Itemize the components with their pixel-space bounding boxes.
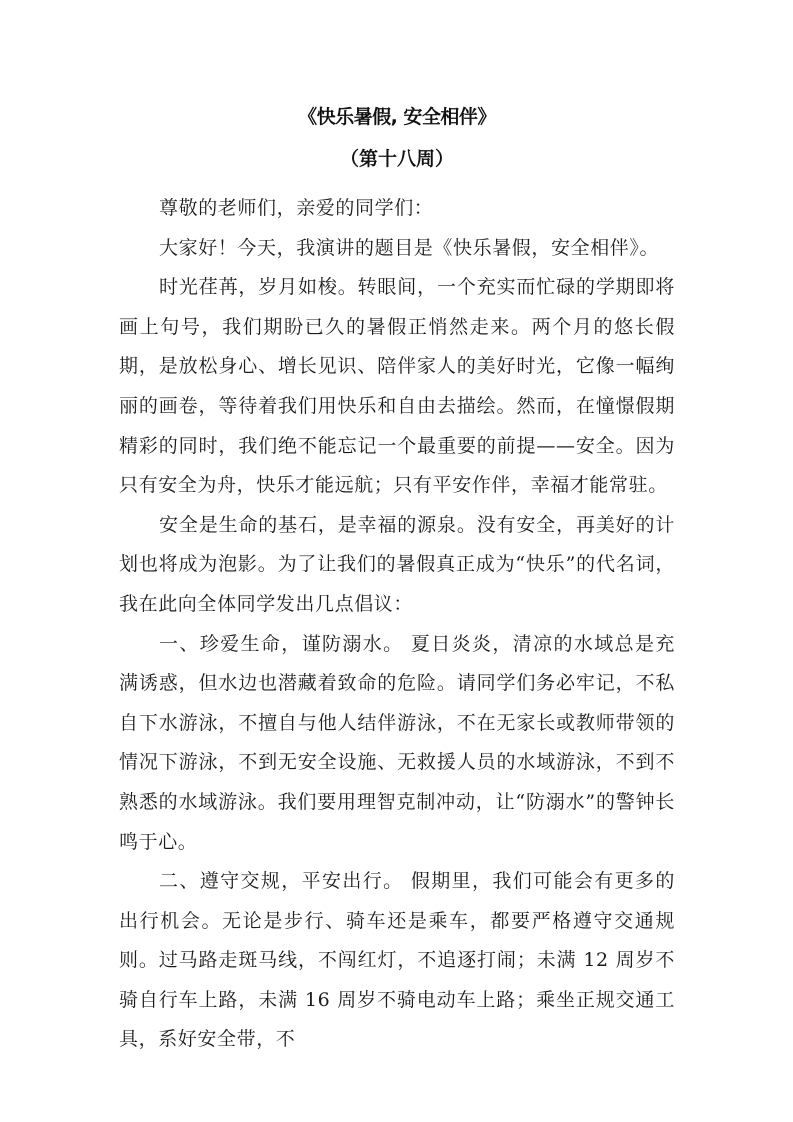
paragraph-drowning-prevention: 一、珍爱生命，谨防溺水。 夏日炎炎，清凉的水域总是充满诱惑，但水边也潜藏着致命的危险。请同学们务必牢记，不私自下水游泳，不擅自与他人结伴游泳，不在无家长或教师带领的情况下游泳，不到无安全设施、无救援人员的水域游泳，不到不熟悉的水域游泳。我们要用理智克制冲动，让“防溺水”的警钟长鸣于心。 (119, 632, 675, 853)
document-title: 《快乐暑假, 安全相伴》 (298, 106, 496, 128)
paragraph-safety-foundation: 安全是生命的基石，是幸福的源泉。没有安全，再美好的计划也将成为泡影。为了让我们的暑假真正成为“快乐”的代名词，我在此向全体同学发出几点倡议： (119, 513, 675, 615)
paragraph-intro: 大家好！今天，我演讲的题目是《快乐暑假，安全相伴》。 (159, 236, 660, 259)
document-subtitle: （第十八周） (339, 148, 454, 170)
document-body (119, 189, 675, 1060)
paragraph-greeting: 尊敬的老师们，亲爱的同学们： (159, 197, 434, 219)
paragraph-summer-approach: 时光荏苒，岁月如梭。转眼间，一个充实而忙碌的学期即将画上句号，我们期盼已久的暑假正悄然走来。两个月的悠长假期，是放松身心、增长见识、陪伴家人的美好时光，它像一幅绚丽的画卷，等待着我们用快乐和自由去描绘。然而，在憧憬假期精彩的同时，我们绝不能忘记一个最重要的前提——安全。因为只有安全为舟，快乐才能远航；只有平安作伴，幸福才能常驻。 (119, 276, 675, 497)
paragraph-traffic-safety: 二、遵守交规，平安出行。 假期里，我们可能会有更多的出行机会。无论是步行、骑车还是乘车，都要严格遵守交通规则。过马路走斑马线，不闯红灯，不追逐打闹；未满 12 周岁不骑自行车上路，未满 16 周岁不骑电动车上路；乘坐正规交通工具，系好安全带，不 (119, 870, 675, 1051)
